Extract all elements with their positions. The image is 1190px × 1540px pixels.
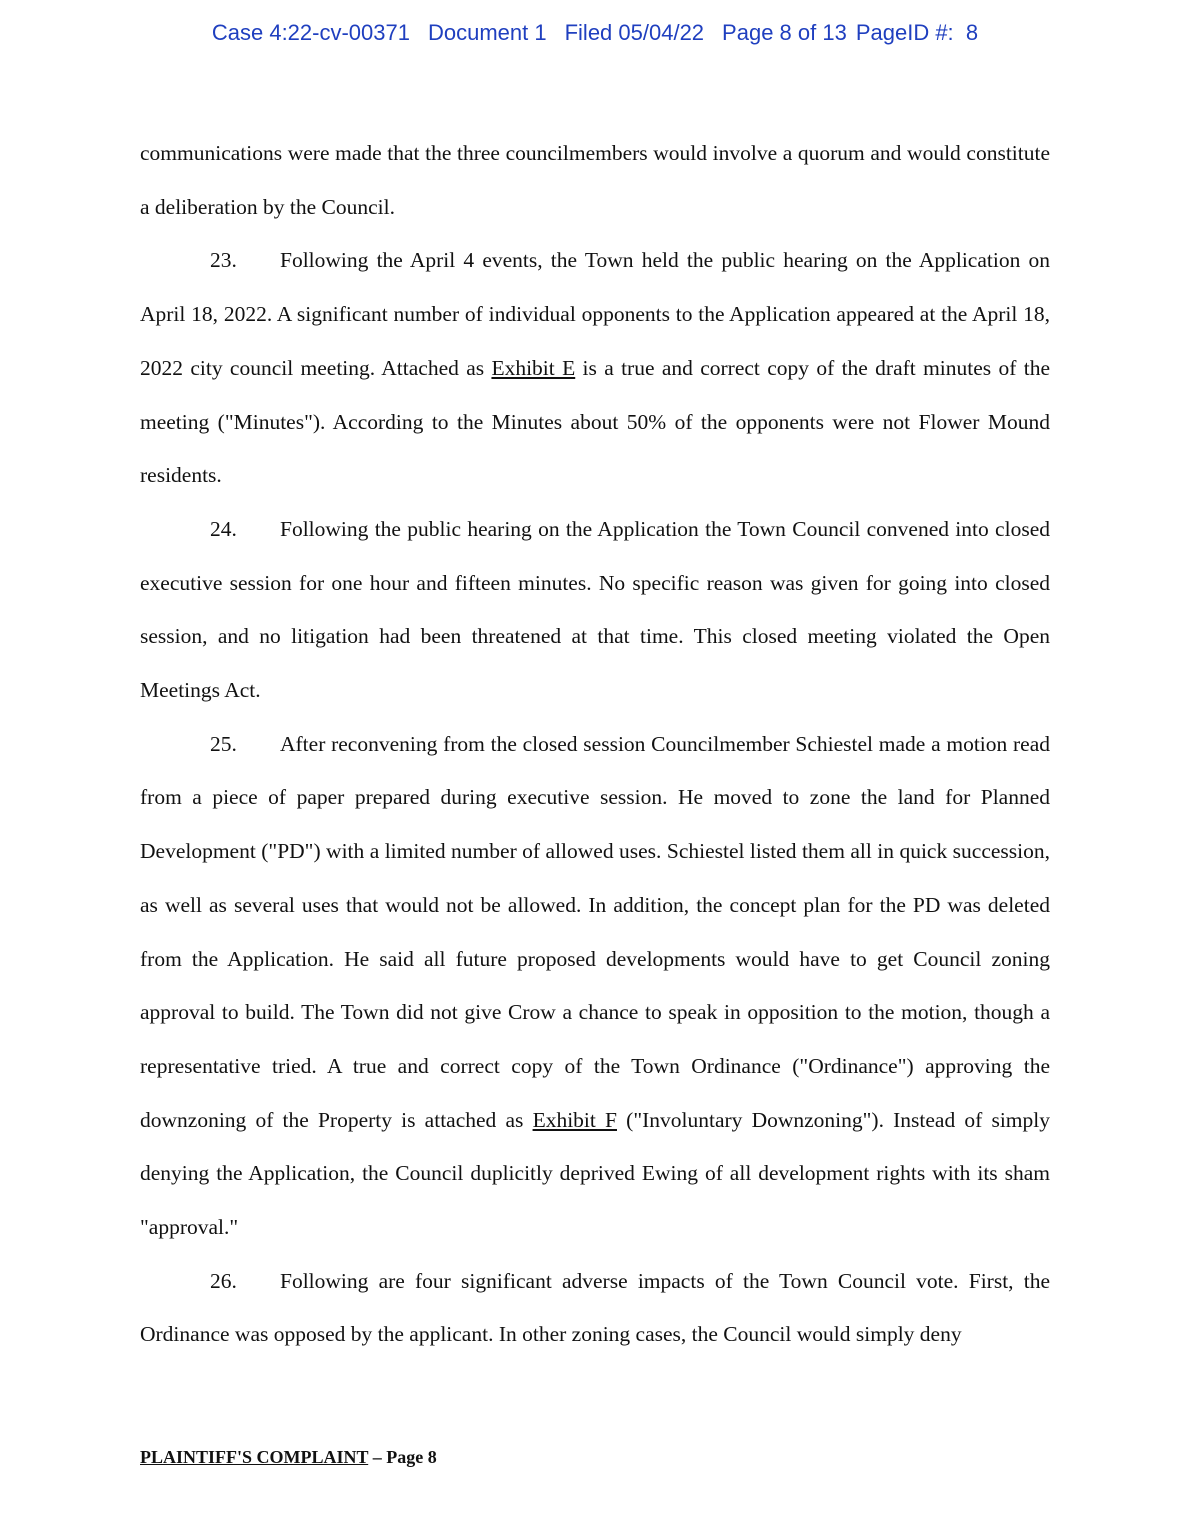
paragraph-24: 24. Following the public hearing on the Application the Town Council convened into closed executive session for one hour and fifteen minutes. No specific reason was given for going into closed session, and no litigation had been threatened at that time. This closed meeting violated the Open Meetings Act. — [140, 503, 1050, 718]
paragraph-number: 23. — [210, 248, 237, 273]
filed-date: Filed 05/04/22 — [564, 20, 705, 45]
paragraph-26: 26. Following are four significant adverse impacts of the Town Council vote. First, the Ordinance was opposed by the applicant. In other zoning cases, the Council would simply deny — [140, 1255, 1050, 1362]
footer-title: PLAINTIFF'S COMPLAINT — [140, 1447, 369, 1467]
document-body — [140, 127, 1050, 1362]
page-id: PageID #: 8 — [855, 20, 979, 45]
paragraph-25: 25. After reconvening from the closed session Councilmember Schiestel made a motion read from a piece of paper prepared during executive session. He moved to zone the land for Planned Development ("PD") with a limited number of allowed uses. Schiestel listed them all in quick succession, as well as several uses that would not be allowed. In addition, the concept plan for the PD was deleted from the Application. He said all future proposed developments would have to get Council zoning approval to build. The Town did not give Crow a chance to speak in opposition to the motion, though a representative tried. A true and correct copy of the Town Ordinance ("Ordinance") approving the downzoning of the Property is attached as Exhibit F ("Involuntary Downzoning"). Instead of simply denying the Application, the Council duplicitly deprived Ewing of all development rights with its sham "approval." — [140, 718, 1050, 1255]
exhibit-e-reference: Exhibit E — [491, 355, 576, 380]
footer-page: – Page 8 — [368, 1447, 437, 1467]
page-count: Page 8 of 13 — [722, 20, 847, 45]
paragraph-23: 23. Following the April 4 events, the Town held the public hearing on the Application on April 18, 2022. A significant number of individual opponents to the Application appeared at the April 18, 2022 city council meeting. Attached as Exhibit E is a true and correct copy of the draft minutes of the meeting ("Minutes"). According to the Minutes about 50% of the opponents were not Flower Mound residents. — [140, 234, 1050, 503]
exhibit-f-reference: Exhibit F — [532, 1107, 617, 1132]
paragraph-number: 24. — [210, 516, 237, 541]
page-footer — [140, 1447, 437, 1468]
document-number: Document 1 — [427, 20, 547, 45]
paragraph-number: 25. — [210, 731, 237, 756]
case-header — [0, 20, 1190, 46]
paragraph-number: 26. — [210, 1268, 237, 1293]
case-number: Case 4:22-cv-00371 — [211, 20, 410, 45]
paragraph-continued: communications were made that the three councilmembers would involve a quorum and would constitute a deliberation by the Council. — [140, 141, 1050, 219]
